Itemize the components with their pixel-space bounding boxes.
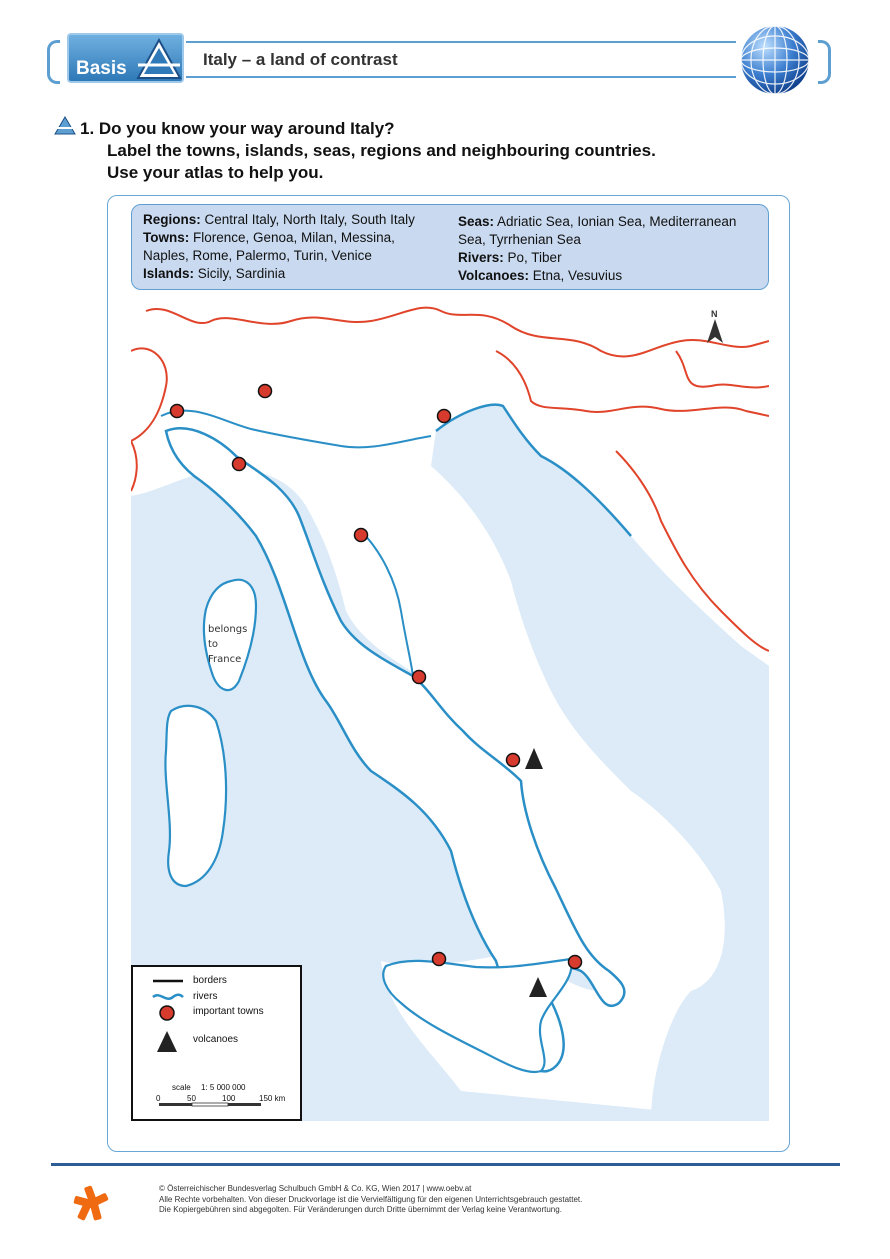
town-marker	[433, 953, 446, 966]
town-marker	[355, 529, 368, 542]
corsica-note-3: France	[208, 654, 242, 665]
level-triangle-small-icon	[54, 116, 76, 135]
task-instructions	[80, 118, 656, 184]
scale-tick: 0	[156, 1094, 161, 1103]
rivers-value: Po, Tiber	[503, 250, 562, 265]
footer-line-1: © Österreichischer Bundesverlag Schulbuch GmbH & Co. KG, Wien 2017 | www.oebv.at	[159, 1184, 472, 1193]
regions-label: Regions:	[143, 212, 201, 227]
town-marker	[438, 410, 451, 423]
regions-value: Central Italy, North Italy, South Italy	[200, 212, 415, 227]
towns-label: Towns:	[143, 230, 190, 245]
seas-value: Adriatic Sea, Ionian Sea, Mediterranean Sea, Tyrrhenian Sea	[458, 214, 737, 247]
scale-ratio: 1: 5 000 000	[201, 1083, 246, 1092]
islands-label: Islands:	[143, 266, 195, 281]
town-marker	[171, 405, 184, 418]
footer-line-2: Alle Rechte vorbehalten. Von dieser Druckvorlage ist die Vervielfältigung für den eigenen Unterrichtsgebrauch gestattet.	[159, 1194, 583, 1204]
legend-volcanoes: volcanoes	[193, 1034, 239, 1045]
task-line-1: 1. Do you know your way around Italy?	[80, 119, 395, 138]
task-line-2: Label the towns, islands, seas, regions and neighbouring countries.	[107, 141, 656, 160]
town-marker	[507, 754, 520, 767]
scale-tick: 50	[187, 1094, 196, 1103]
map-legend	[131, 965, 302, 1121]
volcanoes-label: Volcanoes:	[458, 268, 530, 283]
footer-copyright	[159, 1184, 582, 1216]
town-marker	[233, 458, 246, 471]
seas-label: Seas:	[458, 214, 495, 229]
footer-line-3: Die Kopiergebühren sind abgegolten. Für Veränderungen durch Dritte übernimmt der Verlag keine Verantwortung.	[159, 1205, 562, 1214]
legend-towns: important towns	[193, 1006, 264, 1017]
town-marker	[569, 956, 582, 969]
towns-value: Florence, Genoa, Milan, Messina, Naples, Rome, Palermo, Turin, Venice	[143, 230, 395, 263]
header-rule-top	[186, 41, 736, 43]
islands-value: Sicily, Sardinia	[194, 266, 286, 281]
page-title: Italy – a land of contrast	[203, 50, 398, 69]
header-rule-bottom	[186, 76, 736, 78]
scale-label: scale	[172, 1083, 191, 1092]
level-triangle-icon	[136, 38, 182, 80]
rivers-label: Rivers:	[458, 250, 504, 265]
word-bank	[131, 204, 769, 290]
scale-tick: 100	[222, 1094, 236, 1103]
footer-rule	[51, 1163, 840, 1166]
corsica-note-2: to	[208, 639, 219, 650]
publisher-logo-icon	[72, 1184, 110, 1222]
legend-rivers: rivers	[193, 991, 218, 1002]
legend-borders: borders	[193, 975, 227, 986]
corsica-note-1: belongs	[208, 624, 248, 635]
scale-tick: 150 km	[259, 1094, 286, 1103]
globe-icon	[739, 24, 811, 96]
town-marker	[413, 671, 426, 684]
town-marker	[259, 385, 272, 398]
header-bracket-left	[47, 40, 60, 84]
volcanoes-value: Etna, Vesuvius	[529, 268, 623, 283]
north-label: N	[711, 309, 718, 319]
level-badge-label: Basis	[76, 58, 127, 79]
header-bracket-right	[818, 40, 831, 84]
task-line-3: Use your atlas to help you.	[107, 163, 324, 182]
